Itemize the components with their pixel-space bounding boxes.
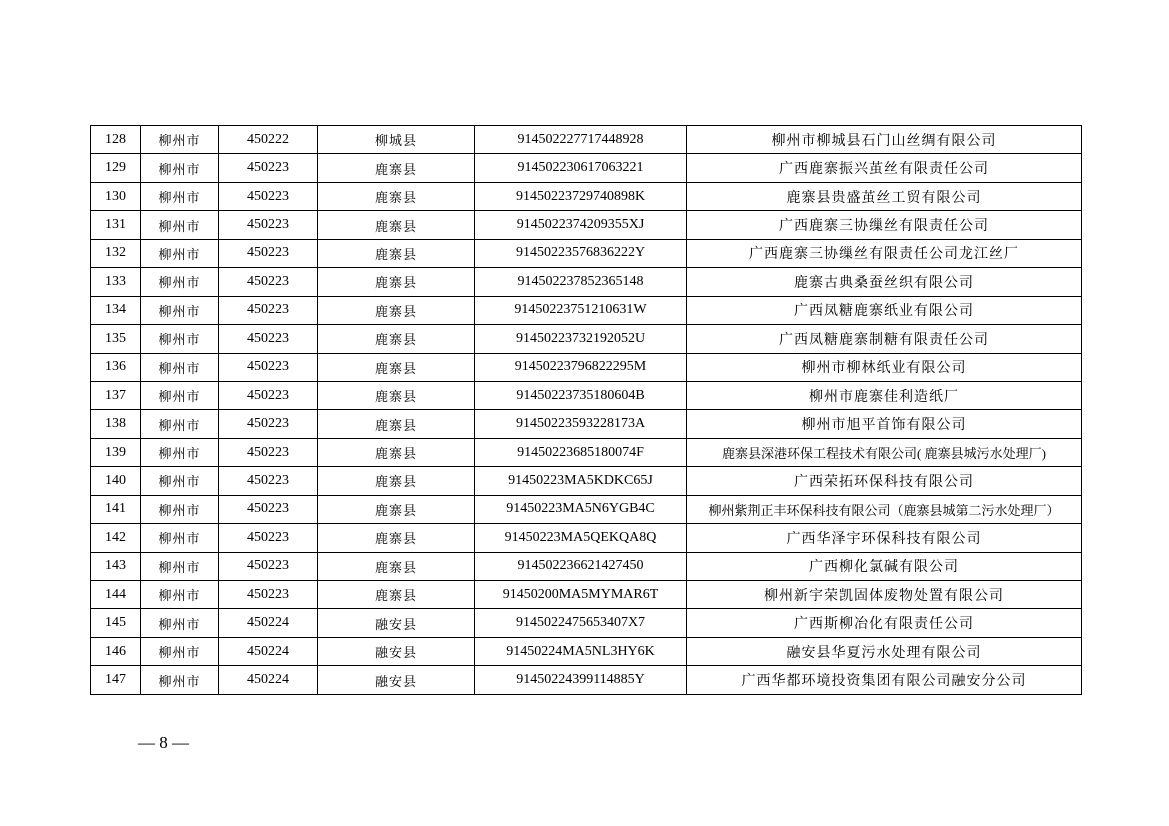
cell-county: 鹿寨县	[318, 154, 475, 182]
table-row	[91, 296, 1082, 324]
cell-index: 147	[91, 666, 141, 694]
cell-company-name: 广西华都环境投资集团有限公司融安分公司	[687, 666, 1082, 694]
cell-company-name: 柳州新宇荣凯固体废物处置有限公司	[687, 581, 1082, 609]
cell-company-name: 广西斯柳冶化有限责任公司	[687, 609, 1082, 637]
cell-credit-code: 9145022374209355XJ	[475, 211, 687, 239]
cell-credit-code: 91450223751210631W	[475, 296, 687, 324]
cell-county: 鹿寨县	[318, 467, 475, 495]
cell-company-name: 鹿寨县贵盛茧丝工贸有限公司	[687, 182, 1082, 210]
table-row	[91, 495, 1082, 523]
cell-county: 鹿寨县	[318, 211, 475, 239]
cell-credit-code: 9145022475653407X7	[475, 609, 687, 637]
table-row	[91, 182, 1082, 210]
cell-index: 140	[91, 467, 141, 495]
cell-county: 鹿寨县	[318, 410, 475, 438]
cell-county: 鹿寨县	[318, 552, 475, 580]
cell-county: 鹿寨县	[318, 268, 475, 296]
cell-county: 鹿寨县	[318, 581, 475, 609]
cell-city: 柳州市	[141, 438, 219, 466]
cell-division-code: 450223	[219, 581, 318, 609]
cell-company-name: 广西荣拓环保科技有限公司	[687, 467, 1082, 495]
cell-city: 柳州市	[141, 637, 219, 665]
cell-city: 柳州市	[141, 154, 219, 182]
cell-company-name: 融安县华夏污水处理有限公司	[687, 637, 1082, 665]
cell-county: 鹿寨县	[318, 524, 475, 552]
cell-division-code: 450224	[219, 637, 318, 665]
cell-city: 柳州市	[141, 239, 219, 267]
table-row	[91, 666, 1082, 694]
cell-company-name: 广西华泽宇环保科技有限公司	[687, 524, 1082, 552]
table-body	[91, 126, 1082, 695]
cell-credit-code: 91450223MA5N6YGB4C	[475, 495, 687, 523]
cell-company-name: 广西鹿寨振兴茧丝有限责任公司	[687, 154, 1082, 182]
cell-index: 128	[91, 126, 141, 154]
cell-city: 柳州市	[141, 325, 219, 353]
cell-county: 鹿寨县	[318, 438, 475, 466]
cell-city: 柳州市	[141, 467, 219, 495]
cell-company-name: 广西鹿寨三协缫丝有限责任公司	[687, 211, 1082, 239]
cell-city: 柳州市	[141, 666, 219, 694]
table-row	[91, 126, 1082, 154]
cell-credit-code: 914502237852365148	[475, 268, 687, 296]
cell-division-code: 450223	[219, 381, 318, 409]
cell-city: 柳州市	[141, 296, 219, 324]
cell-city: 柳州市	[141, 524, 219, 552]
cell-county: 融安县	[318, 637, 475, 665]
cell-city: 柳州市	[141, 182, 219, 210]
cell-division-code: 450223	[219, 438, 318, 466]
cell-city: 柳州市	[141, 381, 219, 409]
cell-index: 135	[91, 325, 141, 353]
cell-company-name: 柳州市柳林纸业有限公司	[687, 353, 1082, 381]
table-row	[91, 211, 1082, 239]
cell-index: 134	[91, 296, 141, 324]
cell-county: 鹿寨县	[318, 495, 475, 523]
cell-credit-code: 91450223576836222Y	[475, 239, 687, 267]
cell-index: 144	[91, 581, 141, 609]
cell-city: 柳州市	[141, 126, 219, 154]
cell-county: 鹿寨县	[318, 325, 475, 353]
cell-index: 130	[91, 182, 141, 210]
cell-city: 柳州市	[141, 581, 219, 609]
cell-division-code: 450223	[219, 467, 318, 495]
cell-city: 柳州市	[141, 495, 219, 523]
cell-city: 柳州市	[141, 268, 219, 296]
page-number: — 8 —	[138, 733, 189, 752]
cell-index: 133	[91, 268, 141, 296]
cell-company-name: 柳州市旭平首饰有限公司	[687, 410, 1082, 438]
cell-county: 鹿寨县	[318, 353, 475, 381]
table-row	[91, 353, 1082, 381]
cell-company-name: 柳州紫荆正丰环保科技有限公司（鹿寨县城第二污水处理厂）	[687, 495, 1082, 523]
cell-credit-code: 914502236621427450	[475, 552, 687, 580]
table-row	[91, 524, 1082, 552]
cell-county: 鹿寨县	[318, 381, 475, 409]
table-row	[91, 381, 1082, 409]
cell-index: 145	[91, 609, 141, 637]
cell-company-name: 柳州市柳城县石门山丝绸有限公司	[687, 126, 1082, 154]
cell-credit-code: 91450223MA5KDKC65J	[475, 467, 687, 495]
cell-index: 137	[91, 381, 141, 409]
cell-division-code: 450222	[219, 126, 318, 154]
cell-city: 柳州市	[141, 353, 219, 381]
table-row	[91, 467, 1082, 495]
cell-credit-code: 91450200MA5MYMAR6T	[475, 581, 687, 609]
cell-company-name: 广西柳化氯碱有限公司	[687, 552, 1082, 580]
cell-company-name: 广西凤糖鹿寨纸业有限公司	[687, 296, 1082, 324]
cell-credit-code: 91450224MA5NL3HY6K	[475, 637, 687, 665]
cell-index: 146	[91, 637, 141, 665]
cell-division-code: 450223	[219, 353, 318, 381]
table-row	[91, 581, 1082, 609]
cell-company-name: 柳州市鹿寨佳利造纸厂	[687, 381, 1082, 409]
table-row	[91, 325, 1082, 353]
cell-county: 鹿寨县	[318, 182, 475, 210]
cell-division-code: 450223	[219, 495, 318, 523]
cell-credit-code: 914502230617063221	[475, 154, 687, 182]
cell-company-name: 广西凤糖鹿寨制糖有限责任公司	[687, 325, 1082, 353]
cell-division-code: 450224	[219, 609, 318, 637]
cell-company-name: 鹿寨县深港环保工程技术有限公司( 鹿寨县城污水处理厂)	[687, 438, 1082, 466]
cell-index: 131	[91, 211, 141, 239]
cell-county: 融安县	[318, 666, 475, 694]
table-row	[91, 637, 1082, 665]
cell-company-name: 广西鹿寨三协缫丝有限责任公司龙江丝厂	[687, 239, 1082, 267]
cell-index: 138	[91, 410, 141, 438]
cell-division-code: 450223	[219, 552, 318, 580]
cell-city: 柳州市	[141, 552, 219, 580]
cell-credit-code: 91450223735180604B	[475, 381, 687, 409]
table-row	[91, 609, 1082, 637]
cell-county: 鹿寨县	[318, 296, 475, 324]
cell-division-code: 450223	[219, 154, 318, 182]
cell-credit-code: 91450223796822295M	[475, 353, 687, 381]
enterprise-table	[90, 125, 1082, 695]
cell-credit-code: 91450223593228173A	[475, 410, 687, 438]
table-row	[91, 268, 1082, 296]
cell-index: 142	[91, 524, 141, 552]
cell-index: 143	[91, 552, 141, 580]
cell-city: 柳州市	[141, 609, 219, 637]
table-row	[91, 552, 1082, 580]
cell-county: 融安县	[318, 609, 475, 637]
cell-division-code: 450223	[219, 524, 318, 552]
table-row	[91, 410, 1082, 438]
cell-credit-code: 91450223685180074F	[475, 438, 687, 466]
cell-credit-code: 91450223729740898K	[475, 182, 687, 210]
cell-credit-code: 914502227717448928	[475, 126, 687, 154]
cell-city: 柳州市	[141, 211, 219, 239]
table-row	[91, 438, 1082, 466]
cell-division-code: 450223	[219, 211, 318, 239]
cell-division-code: 450223	[219, 296, 318, 324]
cell-county: 鹿寨县	[318, 239, 475, 267]
cell-city: 柳州市	[141, 410, 219, 438]
cell-division-code: 450223	[219, 410, 318, 438]
cell-index: 132	[91, 239, 141, 267]
cell-credit-code: 91450223MA5QEKQA8Q	[475, 524, 687, 552]
cell-index: 136	[91, 353, 141, 381]
cell-index: 129	[91, 154, 141, 182]
cell-division-code: 450223	[219, 268, 318, 296]
cell-division-code: 450224	[219, 666, 318, 694]
cell-division-code: 450223	[219, 182, 318, 210]
cell-division-code: 450223	[219, 325, 318, 353]
cell-credit-code: 91450223732192052U	[475, 325, 687, 353]
cell-division-code: 450223	[219, 239, 318, 267]
cell-index: 141	[91, 495, 141, 523]
table-row	[91, 239, 1082, 267]
cell-company-name: 鹿寨古典桑蚕丝织有限公司	[687, 268, 1082, 296]
cell-credit-code: 91450224399114885Y	[475, 666, 687, 694]
table-row	[91, 154, 1082, 182]
cell-index: 139	[91, 438, 141, 466]
cell-county: 柳城县	[318, 126, 475, 154]
